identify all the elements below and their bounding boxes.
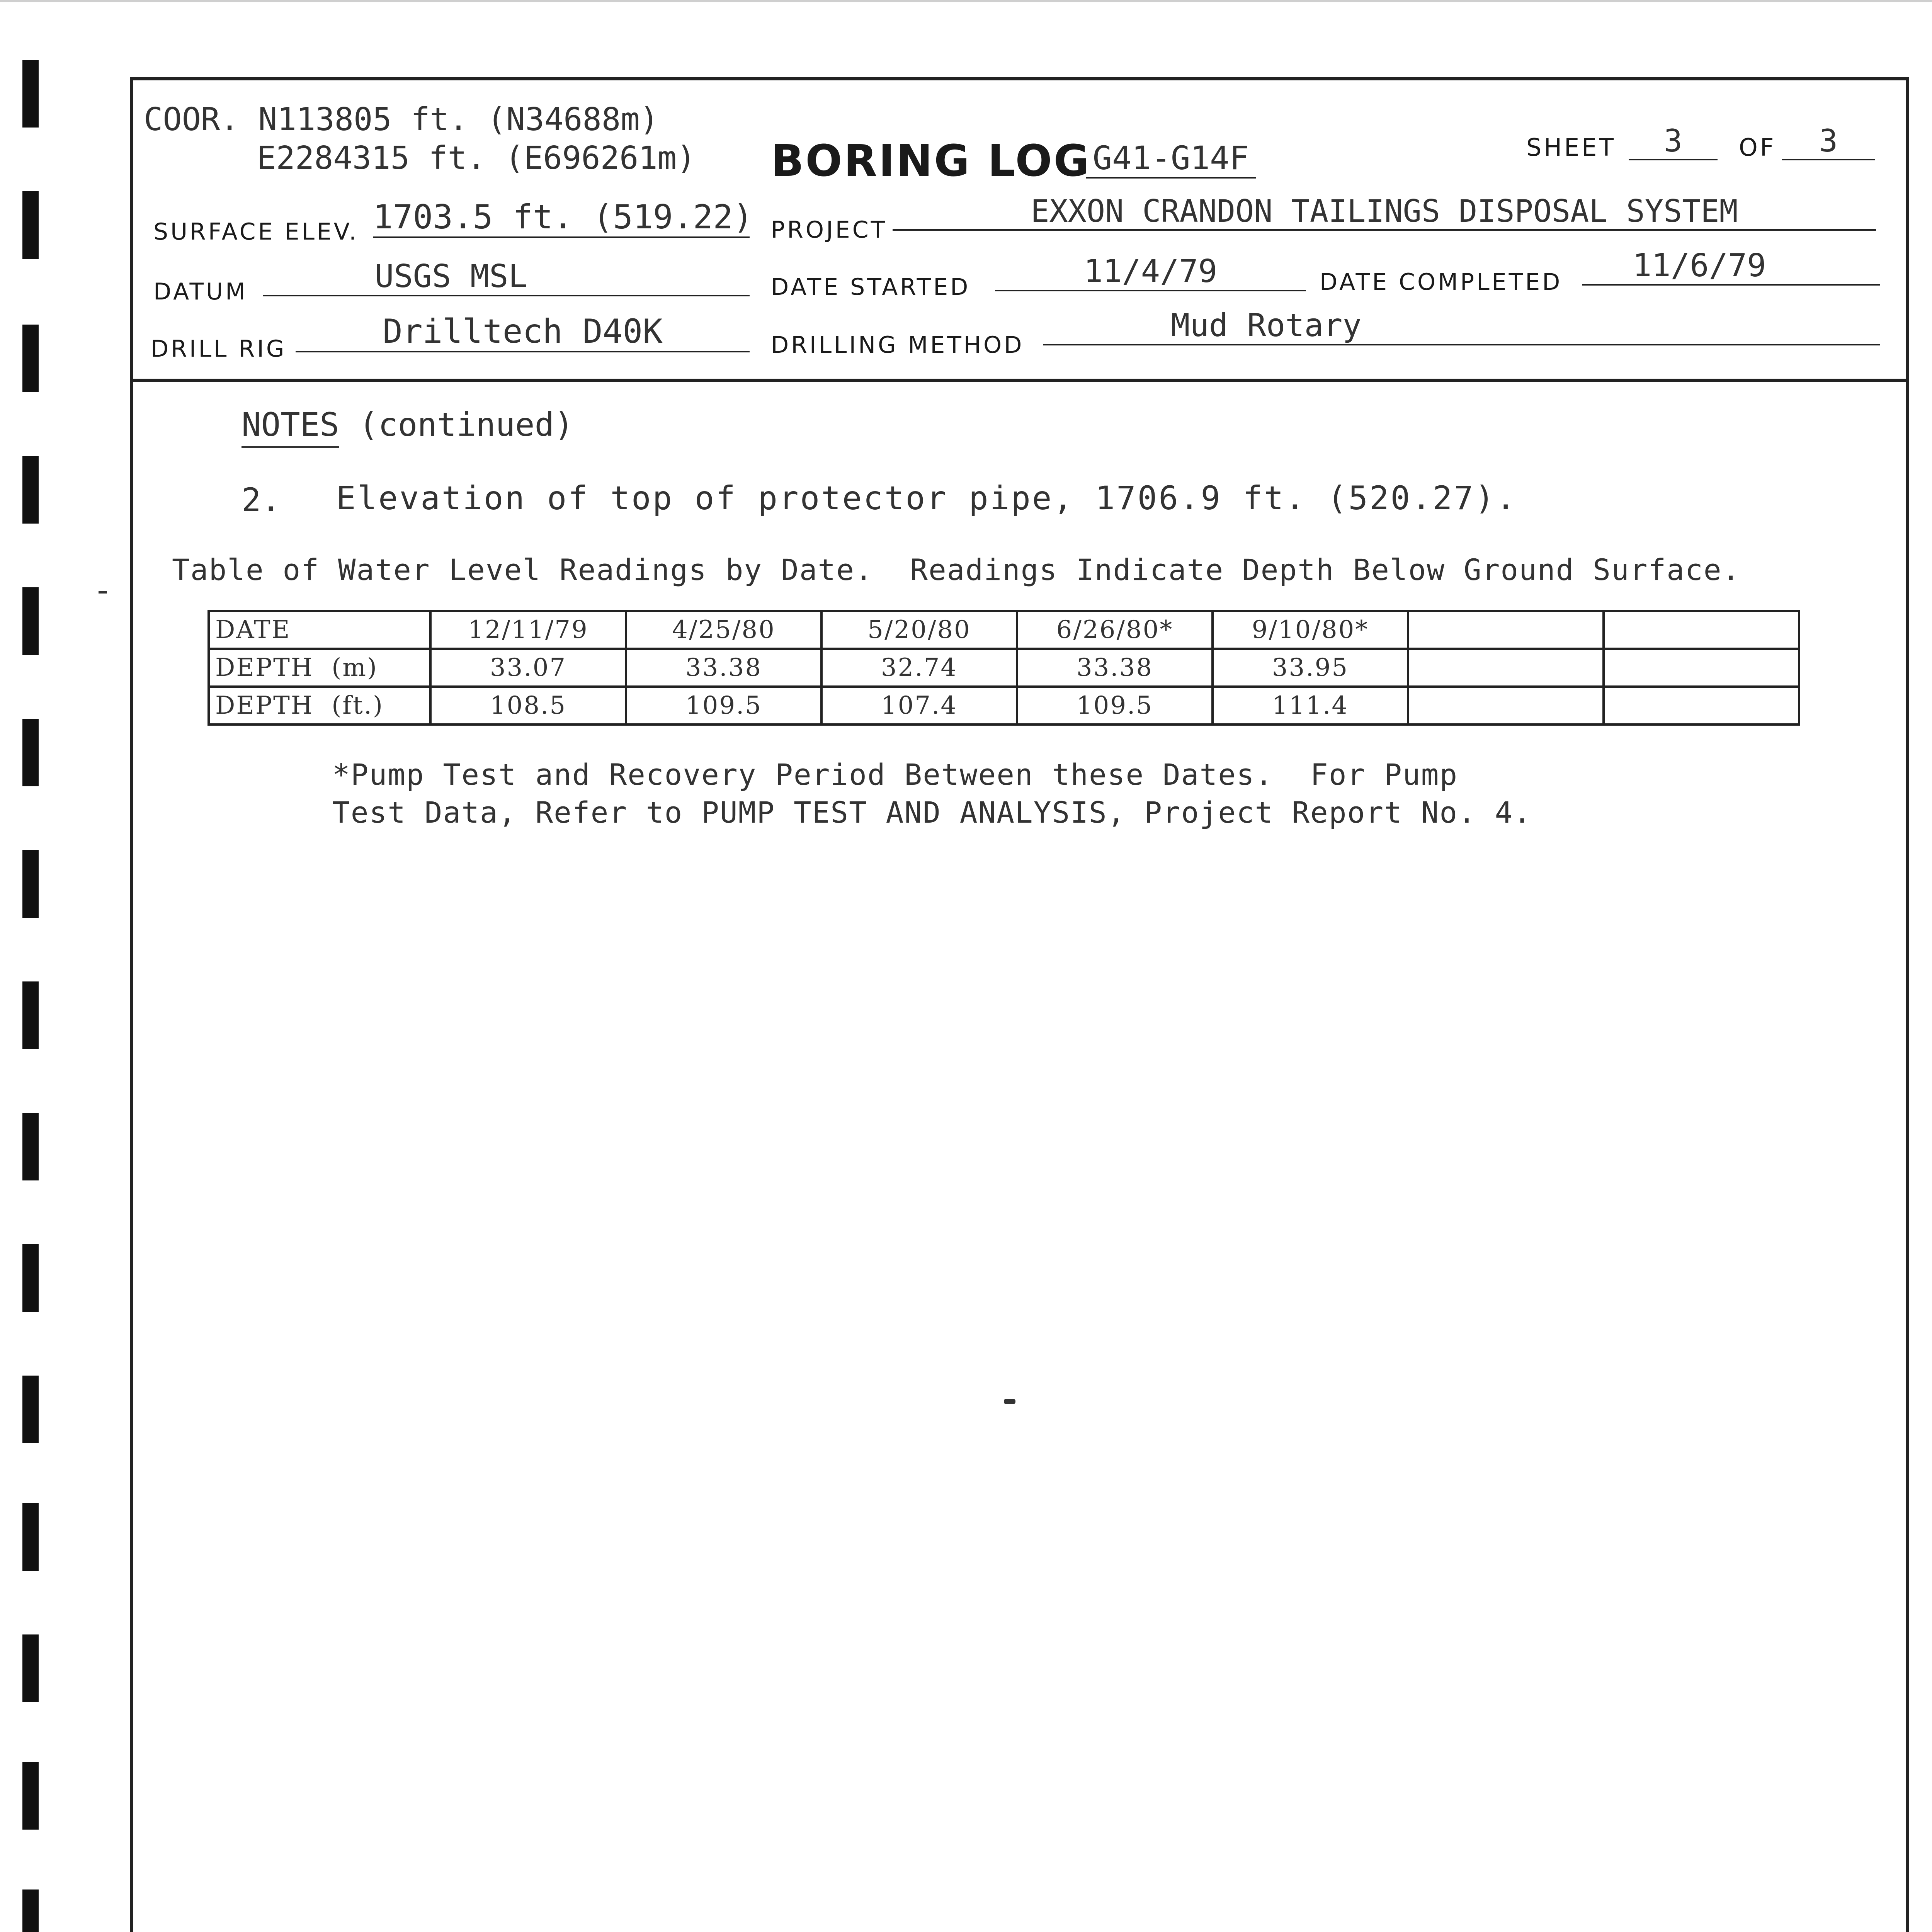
table-cell: 107.4 <box>821 687 1017 724</box>
table-cell: 33.38 <box>626 649 821 687</box>
drilling-method-value: Mud Rotary <box>1043 307 1880 345</box>
footnote-line-2: Test Data, Refer to PUMP TEST AND ANALYSIS, Project Report No. 4. <box>332 795 1532 830</box>
table-cell <box>1604 687 1799 724</box>
row-label: DATE <box>209 611 430 649</box>
note-item-text: Elevation of top of protector pipe, 1706.9 ft. (520.27). <box>336 479 1517 517</box>
table-cell: 109.5 <box>626 687 821 724</box>
table-cell <box>1408 611 1604 649</box>
table-cell: 111.4 <box>1213 687 1408 724</box>
table-cell: 33.07 <box>430 649 626 687</box>
scan-speck <box>99 591 107 594</box>
date-started-label: DATE STARTED <box>771 274 971 301</box>
table-row <box>209 611 1799 649</box>
table-cell: 5/20/80 <box>821 611 1017 649</box>
table-cell: 33.38 <box>1017 649 1213 687</box>
row-label: DEPTH (ft.) <box>209 687 430 724</box>
notes-heading-word: NOTES <box>242 406 339 448</box>
boring-id: G41-G14F <box>1086 139 1256 179</box>
table-cell <box>1408 687 1604 724</box>
table-row <box>209 687 1799 724</box>
table-cell <box>1408 649 1604 687</box>
water-level-table <box>207 610 1800 726</box>
of-label: OF <box>1739 133 1776 162</box>
surface-elev-label: SURFACE ELEV. <box>153 218 359 245</box>
coordinates-line-2: E2284315 ft. (E696261m) <box>257 140 696 177</box>
datum-label: DATUM <box>153 278 248 305</box>
date-completed-value: 11/6/79 <box>1582 247 1880 286</box>
notes-heading <box>242 406 574 444</box>
form-title: BORING LOG <box>771 136 1091 186</box>
surface-elev-value: 1703.5 ft. (519.22) <box>373 198 750 238</box>
table-cell <box>1604 649 1799 687</box>
table-row <box>209 649 1799 687</box>
project-label: PROJECT <box>771 216 888 243</box>
page-top-edge <box>0 0 1932 2</box>
drill-rig-value: Drilltech D40K <box>296 312 750 352</box>
header-divider <box>130 379 1909 382</box>
note-item-number: 2. <box>242 481 281 519</box>
sheet-label: SHEET <box>1526 133 1616 162</box>
date-started-value: 11/4/79 <box>995 253 1306 291</box>
drill-rig-label: DRILL RIG <box>151 335 287 362</box>
sheet-number: 3 <box>1629 123 1718 160</box>
date-completed-label: DATE COMPLETED <box>1320 269 1563 296</box>
table-cell: 9/10/80* <box>1213 611 1408 649</box>
project-value: EXXON CRANDON TAILINGS DISPOSAL SYSTEM <box>893 193 1876 231</box>
table-cell: 108.5 <box>430 687 626 724</box>
table-cell: 4/25/80 <box>626 611 821 649</box>
table-cell: 32.74 <box>821 649 1017 687</box>
notes-heading-suffix: (continued) <box>359 406 574 444</box>
drilling-method-label: DRILLING METHOD <box>771 332 1024 359</box>
table-cell: 12/11/79 <box>430 611 626 649</box>
scan-speck <box>1004 1399 1015 1404</box>
table-caption: Table of Water Level Readings by Date. Readings Indicate Depth Below Ground Surface. <box>172 553 1741 587</box>
sheet-total: 3 <box>1782 123 1875 160</box>
footnote-line-1: *Pump Test and Recovery Period Between these Dates. For Pump <box>332 757 1458 792</box>
coordinates-line-1: COOR. N113805 ft. (N34688m) <box>144 101 659 138</box>
row-label: DEPTH (m) <box>209 649 430 687</box>
table-cell: 33.95 <box>1213 649 1408 687</box>
datum-value: USGS MSL <box>263 258 750 296</box>
table-cell <box>1604 611 1799 649</box>
table-cell: 6/26/80* <box>1017 611 1213 649</box>
table-cell: 109.5 <box>1017 687 1213 724</box>
